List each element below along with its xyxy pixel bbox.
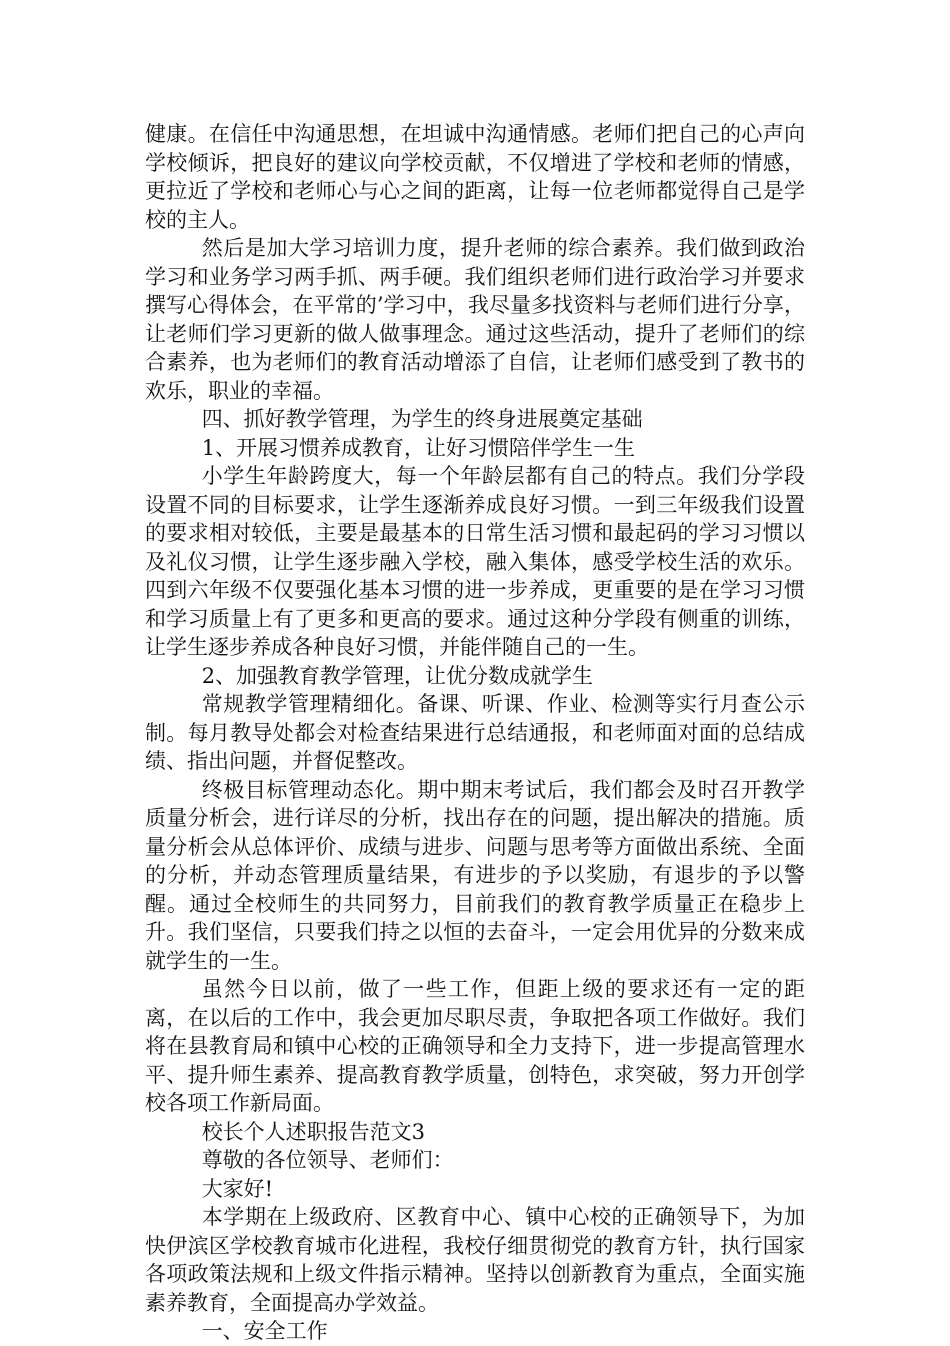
paragraph-habits: 小学生年龄跨度大，每一个年龄层都有自己的特点。我们分学段设置不同的目标要求，让学生逐渐养成良好习惯。一到三年级我们设置的要求相对较低，主要是最基本的日常生活习惯和最起码的学习习惯以及礼仪习惯，让学生逐步融入学校，融入集体，感受学校生活的欢乐。四到六年级不仅要强化基本习惯的进一步养成，更重要的是在学习习惯和学习质量上有了更多和更高的要求。通过这种分学段有侧重的训练，让学生逐步养成各种良好习惯，并能伴随自己的一生。 <box>145 464 805 659</box>
subheading-2: 2、加强教育教学管理，让优分数成就学生 <box>201 663 594 688</box>
section-heading-safety: 一、安全工作 <box>201 1319 328 1343</box>
paragraph-1: 健康。在信任中沟通思想，在坦诚中沟通情感。老师们把自己的心声向学校倾诉，把良好的建议向学校贡献，不仅增进了学校和老师的情感，更拉近了学校和老师心与心之间的距离，让每一位老师都觉得自己是学校的主人。 <box>145 122 805 232</box>
subheading-1: 1、开展习惯养成教育，让好习惯陪伴学生一生 <box>201 435 636 460</box>
report-title-3: 校长个人述职报告范文3 <box>201 1119 426 1144</box>
paragraph-intro: 本学期在上级政府、区教育中心、镇中心校的正确领导下，为加快伊滨区学校教育城市化进程，我校仔细贯彻党的教育方针，执行国家各项政策法规和上级文件指示精神。坚持以创新教育为重点，全面实施素养教育，全面提高办学效益。 <box>145 1205 805 1315</box>
paragraph-conclusion: 虽然今日以前，做了一些工作，但距上级的要求还有一定的距离，在以后的工作中，我会更加尽职尽责，争取把各项工作做好。我们将在县教育局和镇中心校的正确领导和全力支持下，进一步提高管理水平、提升师生素养、提高教育教学质量，创特色，求突破，努力开创学校各项工作新局面。 <box>145 977 805 1115</box>
paragraph-goal: 终极目标管理动态化。期中期末考试后，我们都会及时召开教学质量分析会，进行详尽的分析，找出存在的问题，提出解决的措施。质量分析会从总体评价、成绩与进步、问题与思考等方面做出系统、全面的分析，并动态管理质量结果，有进步的予以奖励，有退步的予以警醒。通过全校师生的共同努力，目前我们的教育教学质量正在稳步上升。我们坚信，只要我们持之以恒的去奋斗，一定会用优异的分数来成就学生的一生。 <box>145 777 805 973</box>
document-page <box>145 120 805 1346</box>
paragraph-routine: 常规教学管理精细化。备课、听课、作业、检测等实行月查公示制。每月教导处都会对检查结果进行总结通报，和老师面对面的总结成绩、指出问题，并督促整改。 <box>145 692 805 773</box>
section-heading-4: 四、抓好教学管理，为学生的终身进展奠定基础 <box>201 407 643 431</box>
greeting: 大家好! <box>201 1176 274 1201</box>
salutation: 尊敬的各位领导、老师们： <box>201 1148 454 1172</box>
paragraph-2: 然后是加大学习培训力度，提升老师的综合素养。我们做到政治学习和业务学习两手抓、两手硬。我们组织老师们进行政治学习并要求撰写心得体会，在平常的’学习中，我尽量多找资料与老师们进行分享，让老师们学习更新的做人做事理念。通过这些活动，提升了老师们的综合素养，也为老师们的教育活动增添了自信，让老师们感受到了教书的欢乐，职业的幸福。 <box>145 236 805 403</box>
